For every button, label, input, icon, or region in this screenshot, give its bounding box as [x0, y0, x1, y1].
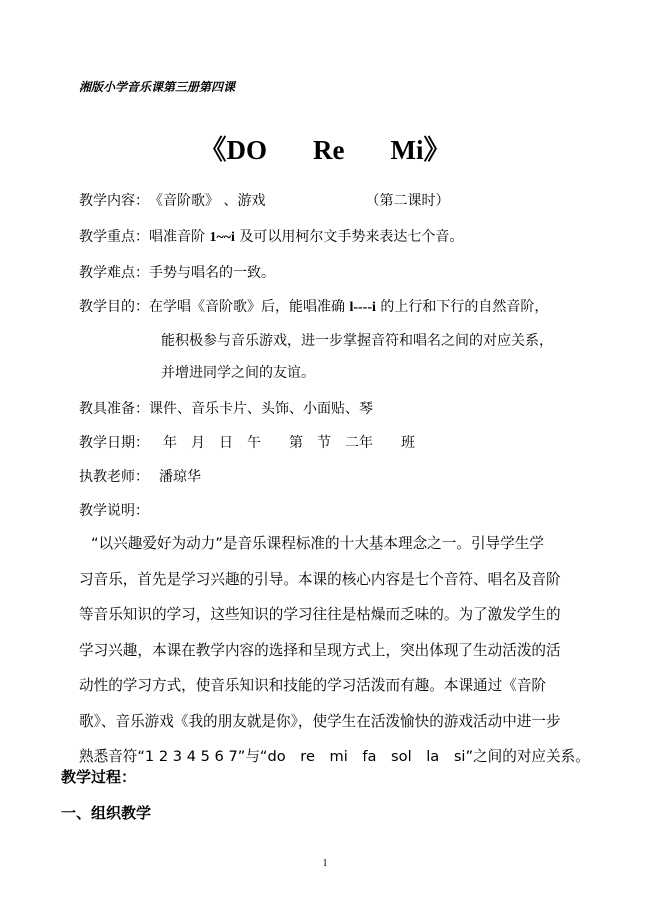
row-date-value: 年 月 日 午 第 节 二年 班 [163, 435, 415, 451]
process-heading: 教学过程： [61, 768, 137, 786]
row-teacher-label: 执教老师： [79, 469, 149, 485]
row-goal-line2: 能积极参与音乐游戏，进一步掌握音符和唱名之间的对应关系， [161, 333, 553, 349]
section-heading: 一、组织教学 [61, 804, 152, 822]
row-date-label: 教学日期： [79, 435, 149, 451]
row-tools [79, 398, 373, 418]
row-teacher-value: 潘琼华 [159, 469, 201, 485]
title-word-mi: Mi [390, 135, 424, 165]
row-focus-label: 教学重点： [79, 229, 149, 245]
explanation-paragraph [79, 526, 590, 775]
row-goal-label: 教学目的： [79, 299, 149, 315]
paragraph-line-5: 动性的学习方式，使音乐知识和技能的学习活泼而有趣。本课通过《音阶 [79, 677, 547, 694]
lesson-title [0, 128, 650, 167]
row-goal-line1-pre: 在学唱《音阶歌》后，能唱准确 [149, 299, 350, 315]
paragraph-line-2: 习音乐，首先是学习兴趣的引导。本课的核心内容是七个音符、唱名及音阶 [79, 570, 561, 588]
row-teacher [79, 466, 201, 486]
row-content [79, 190, 449, 210]
paragraph-line-1: “以兴趣爱好为动力”是音乐课程标准的十大基本理念之一。引导学生学 [91, 535, 544, 552]
row-difficulty [79, 262, 275, 282]
paragraph-line-4: 学习兴趣，本课在教学内容的选择和呈现方式上，突出体现了生动活泼的活 [79, 641, 561, 659]
paragraph-line-6: 歌》、音乐游戏《我的朋友就是你》，使学生在活泼愉快的游戏活动中进一步 [79, 712, 561, 730]
row-explain [79, 500, 149, 520]
row-explain-label: 教学说明： [79, 503, 149, 519]
row-difficulty-label: 教学难点： [79, 265, 149, 281]
row-focus [79, 226, 463, 246]
paragraph-line-7: 熟悉音符“1 2 3 4 5 6 7”与“do re mi fa sol la si”之间的对应关系。 [79, 748, 590, 765]
paragraph-line-3: 等音乐知识的学习，这些知识的学习往往是枯燥而乏味的。为了激发学生的 [79, 606, 561, 623]
course-header-note: 湘版小学音乐课第三册第四课 [79, 80, 236, 94]
row-difficulty-value: 手势与唱名的一致。 [149, 265, 275, 281]
row-tools-value: 课件、音乐卡片、头饰、小面贴、琴 [149, 401, 373, 417]
row-content-extra: （第二课时） [365, 193, 450, 209]
row-goal-line3: 并增进同学之间的友谊。 [161, 365, 315, 381]
row-content-value: 《音阶歌》 、游戏 [149, 193, 266, 209]
title-word-do: DO [226, 135, 267, 165]
row-focus-bold: 1~~i [209, 230, 235, 245]
page-number: 1 [322, 858, 328, 869]
title-word-re: Re [313, 135, 345, 165]
row-focus-post: 及可以用柯尔文手势来表达七个音。 [234, 229, 464, 245]
title-open-bracket: 《 [199, 135, 227, 165]
row-goal [79, 296, 548, 316]
row-tools-label: 教具准备： [79, 401, 149, 417]
row-goal-line1-post: 的上行和下行的自然音阶， [375, 299, 549, 315]
row-date [79, 432, 415, 452]
row-content-label: 教学内容： [79, 193, 149, 209]
row-focus-pre: 唱准音阶 [149, 229, 210, 245]
title-close-bracket: 》 [423, 135, 451, 165]
row-goal-line1-bold: l----i [349, 300, 376, 315]
